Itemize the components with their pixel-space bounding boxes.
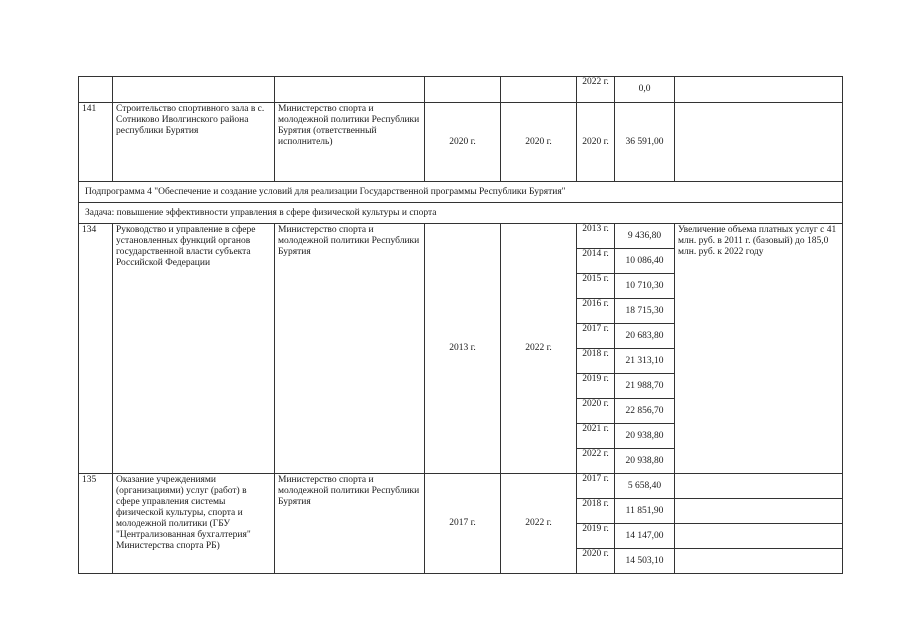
- year-cell: 2019 г.: [577, 374, 615, 399]
- year-cell: 2016 г.: [577, 299, 615, 324]
- subprogram-row: [79, 182, 843, 203]
- year-cell: 2015 г.: [577, 274, 615, 299]
- year-cell: 2018 г.: [577, 349, 615, 374]
- row-number: 134: [79, 224, 113, 474]
- amount-cell: 18 715,30: [615, 299, 675, 324]
- amount-cell: 21 988,70: [615, 374, 675, 399]
- executor: Министерство спорта и молодежной политики Республики Бурятия: [275, 224, 425, 474]
- amount-cell: 14 503,10: [615, 549, 675, 574]
- amount-cell: 11 851,90: [615, 499, 675, 524]
- start-year: 2013 г.: [425, 224, 501, 474]
- table-row: [79, 474, 843, 499]
- year-cell: 2019 г.: [577, 524, 615, 549]
- program-table: [78, 76, 843, 574]
- amount-cell: 22 856,70: [615, 399, 675, 424]
- task-row: [79, 203, 843, 224]
- amount-cell: 20 938,80: [615, 424, 675, 449]
- table-row: [79, 77, 843, 103]
- amount-cell: 5 658,40: [615, 474, 675, 499]
- year-cell: 2020 г.: [577, 103, 615, 182]
- table-row: [79, 103, 843, 182]
- amount-cell: 20 683,80: [615, 324, 675, 349]
- amount-cell: 14 147,00: [615, 524, 675, 549]
- year-cell: 2020 г.: [577, 399, 615, 424]
- year-cell: 2021 г.: [577, 424, 615, 449]
- expected-result: Увеличение объема платных услуг с 41 млн. руб. в 2011 г. (базовый) до 185,0 млн. руб. к 2022 году: [675, 224, 843, 474]
- subprogram-title: Подпрограмма 4 "Обеспечение и создание условий для реализации Государственной программы Республики Бурятия": [79, 182, 843, 203]
- year-cell: 2022 г.: [577, 449, 615, 474]
- amount-cell: 10 086,40: [615, 249, 675, 274]
- executor: Министерство спорта и молодежной политики Республики Бурятия (ответственный исполнитель): [275, 103, 425, 182]
- row-number: 141: [79, 103, 113, 182]
- year-cell: 2022 г.: [577, 77, 615, 103]
- amount-cell: 9 436,80: [615, 224, 675, 249]
- activity-name: Строительство спортивного зала в с. Сотниково Иволгинского района республики Бурятия: [113, 103, 275, 182]
- row-number: 135: [79, 474, 113, 574]
- year-cell: 2017 г.: [577, 474, 615, 499]
- amount-cell: 10 710,30: [615, 274, 675, 299]
- activity-name: Оказание учреждениями (организациями) услуг (работ) в сфере управления системы физической культуры, спорта и молодежной политики (ГБУ "Централизованная бухгалтерия" Министерства спорта РБ): [113, 474, 275, 574]
- table-row: [79, 224, 843, 249]
- start-year: 2020 г.: [425, 103, 501, 182]
- year-cell: 2014 г.: [577, 249, 615, 274]
- year-cell: 2017 г.: [577, 324, 615, 349]
- executor: Министерство спорта и молодежной политики Республики Бурятия: [275, 474, 425, 574]
- amount-cell: 20 938,80: [615, 449, 675, 474]
- end-year: 2022 г.: [501, 474, 577, 574]
- task-title: Задача: повышение эффективности управления в сфере физической культуры и спорта: [79, 203, 843, 224]
- amount-cell: 36 591,00: [615, 103, 675, 182]
- year-cell: 2018 г.: [577, 499, 615, 524]
- end-year: 2022 г.: [501, 224, 577, 474]
- end-year: 2020 г.: [501, 103, 577, 182]
- activity-name: Руководство и управление в сфере установленных функций органов государственной власти субъекта Российской Федерации: [113, 224, 275, 474]
- expected-result: [675, 474, 843, 499]
- year-cell: 2013 г.: [577, 224, 615, 249]
- start-year: 2017 г.: [425, 474, 501, 574]
- year-cell: 2020 г.: [577, 549, 615, 574]
- amount-cell: 21 313,10: [615, 349, 675, 374]
- amount-cell: 0,0: [615, 77, 675, 103]
